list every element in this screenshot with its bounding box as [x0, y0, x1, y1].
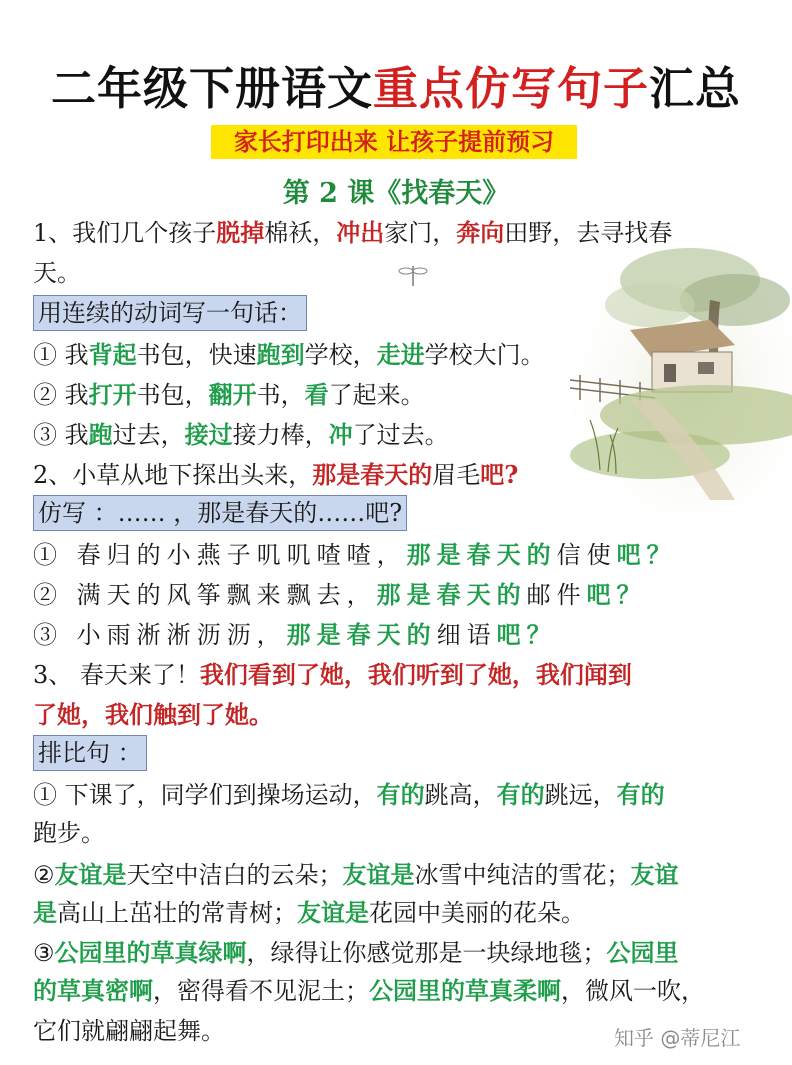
- example-2: ② 我打开书包，翻开书，看了起来。: [33, 380, 425, 409]
- sentence-1-line-2: 天。: [33, 259, 81, 287]
- prompt-label-1: 用连续的动词写一句话：: [33, 294, 307, 332]
- prompt-label-2: 仿写 ：…… ，那是春天的……吧?: [33, 494, 407, 532]
- imitation-2: ② 满天的风筝飘来飘去，那是春天的邮件吧？: [33, 580, 647, 609]
- imitation-3: ③ 小雨淅淅沥沥，那是春天的细语吧？: [33, 620, 557, 649]
- parallel-1-line-1: ① 下课了，同学们到操场运动，有的跳高，有的跳远，有的: [33, 780, 665, 809]
- dragonfly-icon: [398, 262, 428, 288]
- example-1: ① 我背起书包，快速跑到学校，走进学校大门。: [33, 340, 545, 369]
- sentence-3-line-1: 3、 春天来了！我们看到了她，我们听到了她，我们闻到: [33, 660, 632, 689]
- parallel-3-line-2: 的草真密啊，密得看不见泥土；公园里的草真柔啊，微风一吹，: [33, 976, 705, 1005]
- parallel-2-line-2: 是高山上茁壮的常青树；友谊是花园中美丽的花朵。: [33, 898, 585, 927]
- example-3: ③ 我跑过去，接过接力棒，冲了过去。: [33, 420, 449, 449]
- source-watermark: 知乎 @蒂尼江: [614, 1026, 741, 1050]
- parallel-3-line-3: 它们就翩翩起舞。: [33, 1017, 225, 1045]
- print-banner: 家长打印出来 让孩子提前预习: [211, 125, 577, 159]
- parallel-3-line-1: ③公园里的草真绿啊，绿得让你感觉那是一块绿地毯；公园里: [33, 938, 679, 967]
- sentence-1-line-1: 1、我们几个孩子脱掉棉袄，冲出家门，奔向田野，去寻找春: [33, 218, 673, 247]
- sentence-2: 2、小草从地下探出头来，那是春天的眉毛吧?: [33, 460, 519, 489]
- page-title: 二年级下册语文重点仿写句子汇总: [50, 62, 742, 115]
- lesson-heading: 第 2 课《找春天》: [282, 178, 510, 209]
- parallel-1-line-2: 跑步。: [33, 819, 105, 847]
- imitation-1: ① 春归的小燕子叽叽喳喳，那是春天的信使吧？: [33, 540, 677, 569]
- parallel-2-line-1: ②友谊是天空中洁白的云朵；友谊是冰雪中纯洁的雪花；友谊: [33, 860, 679, 889]
- prompt-label-3: 排比句 ：: [33, 734, 147, 772]
- sentence-3-line-2: 了她，我们触到了她。: [33, 700, 273, 729]
- spring-scene-illustration: [560, 240, 792, 540]
